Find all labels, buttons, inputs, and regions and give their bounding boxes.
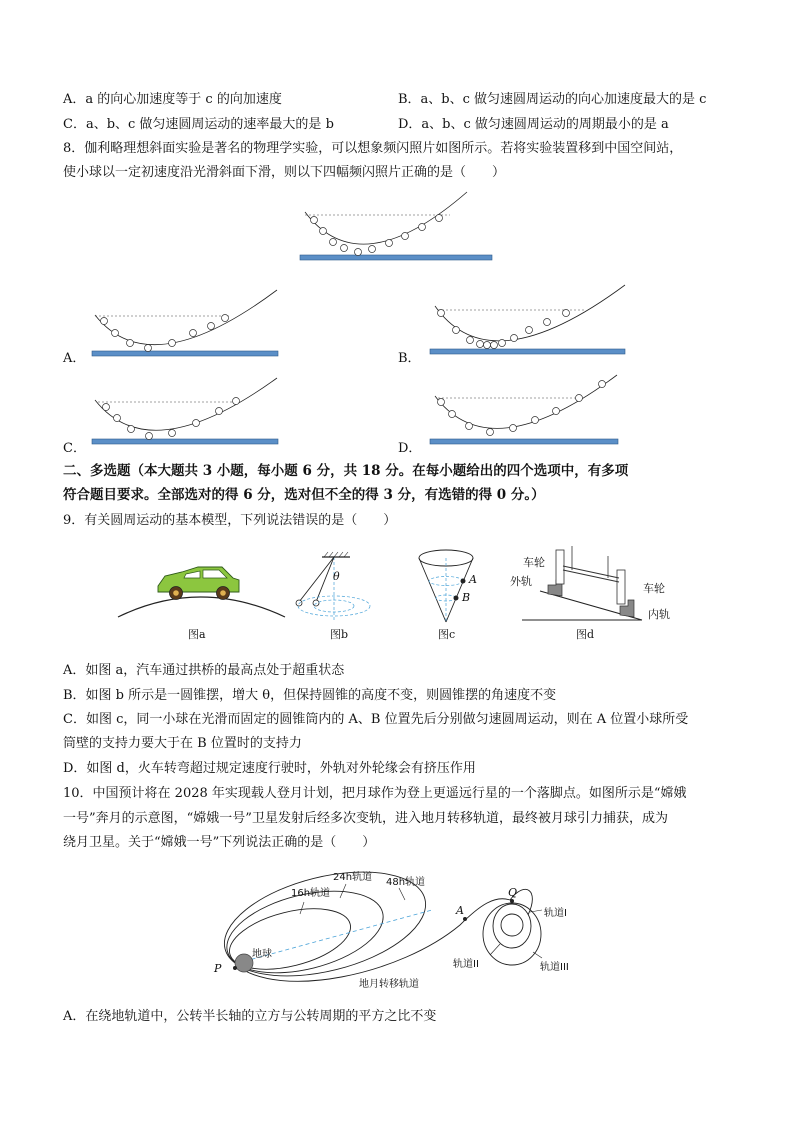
q9-fig-d-caption: 图d [576, 628, 595, 641]
q9-fig-c-point-b: B [462, 591, 471, 604]
q9-stem: 9．有关圆周运动的基本模型，下列说法错误的是（ ） [63, 513, 397, 528]
q10-label-transfer-orbit: 地月转移轨道 [359, 979, 419, 990]
q10-label-a: A [456, 904, 464, 917]
q8-label-b: B． [398, 351, 421, 366]
section-2-header-line2: 符合题目要求。全部选对的得 6 分，选对但不全的得 3 分，有选错的得 0 分。） [63, 487, 545, 503]
q7-option-a: A．a 的向心加速度等于 c 的向加速度 [63, 92, 282, 107]
q9-option-d: D．如图 d，火车转弯超过规定速度行驶时，外轨对外轮缘会有挤压作用 [63, 761, 476, 776]
q10-label-24h-orbit: 24h轨道 [333, 872, 373, 883]
q10-label-orbit-3: 轨道III [540, 962, 569, 973]
q7-option-b: B．a、b、c 做匀速圆周运动的向心加速度最大的是 c [398, 92, 707, 107]
q9-fig-d-wheel-left: 车轮 [523, 556, 545, 569]
q9-fig-a-caption: 图a [188, 628, 206, 641]
q10-label-earth: 地球 [252, 949, 272, 960]
q9-option-a: A．如图 a，汽车通过拱桥的最高点处于超重状态 [63, 663, 345, 678]
q9-fig-b-theta: θ [333, 570, 340, 583]
q10-label-orbit-2: 轨道II [453, 959, 479, 970]
q9-fig-d-inner-rail: 内轨 [648, 608, 670, 621]
q9-fig-d-wheel-right: 车轮 [643, 582, 665, 595]
q10-label-q: Q [508, 886, 518, 899]
q10-label-p: P [214, 962, 222, 975]
section-2-header-line1: 二、多选题（本大题共 3 小题，每小题 6 分，共 18 分。在每小题给出的四个选项中，有多项 [63, 463, 629, 479]
q7-option-c: C．a、b、c 做匀速圆周运动的速率最大的是 b [63, 117, 334, 132]
q8-stem-line1: 8．伽利略理想斜面实验是著名的物理学实验，可以想象频闪照片如图所示。若将实验装置移到中国空间站， [63, 141, 683, 156]
q8-label-d: D． [398, 441, 422, 456]
q10-option-a: A．在绕地轨道中，公转半长轴的立方与公转周期的平方之比不变 [63, 1009, 437, 1024]
q9-option-c-line1: C．如图 c，同一小球在光滑而固定的圆锥筒内的 A、B 位置先后分别做匀速圆周运动，则在 A 位置小球所受 [63, 712, 689, 727]
q9-fig-c-point-a: A [469, 573, 477, 586]
q10-label-48h-orbit: 48h轨道 [386, 877, 426, 888]
q9-option-b: B．如图 b 所示是一圆锥摆，增大 θ，但保持圆锥的高度不变，则圆锥摆的角速度不变 [63, 688, 557, 703]
q9-fig-b-caption: 图b [330, 628, 349, 641]
q8-label-a: A． [63, 351, 86, 366]
q10-stem-line3: 绕月卫星。关于“嫦娥一号”下列说法正确的是（ ） [63, 835, 376, 850]
q7-option-d: D．a、b、c 做匀速圆周运动的周期最小的是 a [398, 117, 669, 132]
q9-fig-d-outer-rail: 外轨 [510, 575, 532, 588]
q8-stem-line2: 使小球以一定初速度沿光滑斜面下滑，则以下四幅频闪照片正确的是（ ） [63, 165, 506, 180]
q8-label-c: C． [63, 441, 86, 456]
q10-stem-line1: 10．中国预计将在 2028 年实现载人登月计划，把月球作为登上更遥远行星的一个落脚点。如图所示是“嫦娥 [63, 786, 687, 801]
q10-stem-line2: 一号”奔月的示意图，“嫦娥一号”卫星发射后经多次变轨，进入地月转移轨道，最终被月球引力捕获，成为 [63, 811, 668, 826]
q9-option-c-line2: 筒壁的支持力要大于在 B 位置时的支持力 [63, 736, 302, 751]
q9-fig-c-caption: 图c [438, 628, 456, 641]
q10-label-16h-orbit: 16h轨道 [291, 888, 331, 899]
q10-label-orbit-1: 轨道I [544, 908, 567, 919]
